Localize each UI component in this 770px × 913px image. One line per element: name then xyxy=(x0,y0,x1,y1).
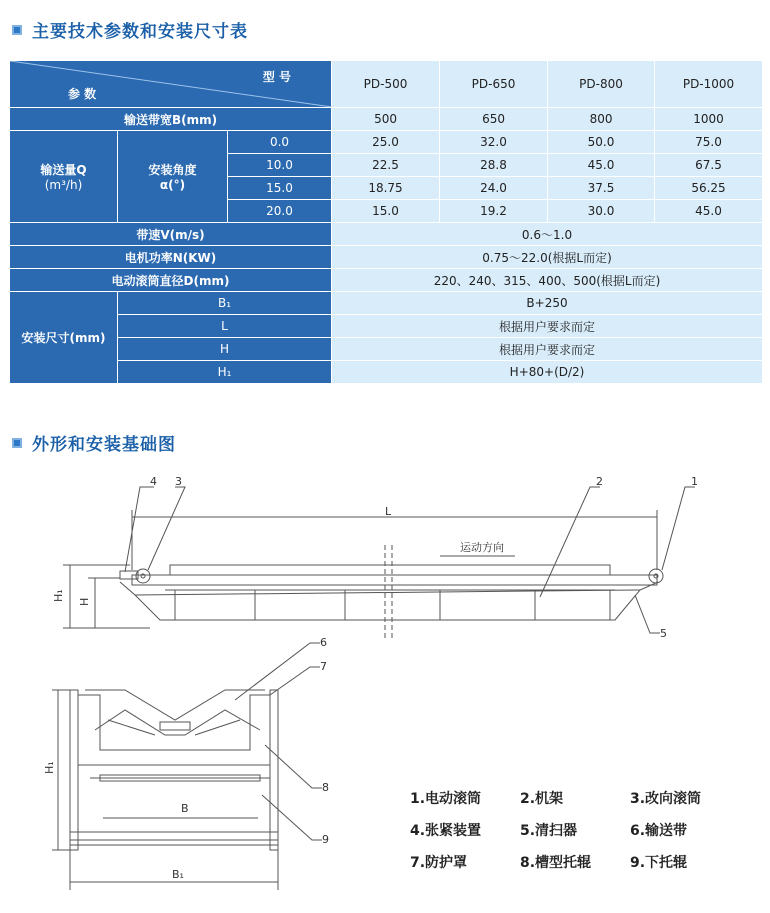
capacity-cell: 32.0 xyxy=(440,131,548,154)
callout-3: 3 xyxy=(175,475,182,488)
install-name-3: H₁ xyxy=(118,361,332,384)
side-view xyxy=(63,487,695,640)
capacity-cell: 30.0 xyxy=(548,200,655,223)
callout-8: 8 xyxy=(322,781,329,794)
capacity-cell: 37.5 xyxy=(548,177,655,200)
power-value: 0.75～22.0(根据L而定) xyxy=(332,246,763,269)
capacity-cell: 18.75 xyxy=(332,177,440,200)
install-name-1: L xyxy=(118,315,332,338)
install-name-0: B₁ xyxy=(118,292,332,315)
legend-item: 6.输送带 xyxy=(630,823,688,839)
install-value-2: 根据用户要求而定 xyxy=(332,338,763,361)
capacity-label-text: 输送量Q xyxy=(40,163,87,177)
model-3: PD-1000 xyxy=(655,61,763,108)
legend-item: 1.电动滚筒 xyxy=(410,791,482,807)
angle-symbol: α(°) xyxy=(159,178,186,192)
drive-pulley xyxy=(649,569,663,583)
drum-value: 220、240、315、400、500(根据L而定) xyxy=(332,269,763,292)
dim-B-label: B xyxy=(181,802,189,815)
speed-label: 带速V(m/s) xyxy=(10,223,332,246)
capacity-cell: 45.0 xyxy=(548,154,655,177)
belt-width-label: 输送带宽B(mm) xyxy=(10,108,332,131)
speed-value: 0.6～1.0 xyxy=(332,223,763,246)
capacity-cell: 25.0 xyxy=(332,131,440,154)
callout-4: 4 xyxy=(150,475,157,488)
install-value-3: H+80+(D/2) xyxy=(332,361,763,384)
capacity-cell: 50.0 xyxy=(548,131,655,154)
header-param: 参 数 xyxy=(68,87,97,101)
model-2: PD-800 xyxy=(548,61,655,108)
angle-3: 20.0 xyxy=(228,200,332,223)
callout-2: 2 xyxy=(596,475,603,488)
power-label: 电机功率N(KW) xyxy=(10,246,332,269)
install-value-0: B+250 xyxy=(332,292,763,315)
capacity-cell: 15.0 xyxy=(332,200,440,223)
legend-item: 7.防护罩 xyxy=(410,855,468,871)
capacity-cell: 45.0 xyxy=(655,200,763,223)
dim-H1-label: H₁ xyxy=(52,589,65,602)
legend-item: 4.张紧装置 xyxy=(410,823,482,839)
capacity-cell: 22.5 xyxy=(332,154,440,177)
capacity-cell: 24.0 xyxy=(440,177,548,200)
callout-1: 1 xyxy=(691,475,698,488)
belt-width-2: 800 xyxy=(548,108,655,131)
section-title-text: 主要技术参数和安装尺寸表 xyxy=(32,22,248,42)
frame-inner-rail xyxy=(135,590,640,595)
angle-1: 10.0 xyxy=(228,154,332,177)
install-value-1: 根据用户要求而定 xyxy=(332,315,763,338)
cross-section xyxy=(52,643,322,890)
header-model: 型 号 xyxy=(262,70,292,84)
section-title-text: 外形和安装基础图 xyxy=(32,435,176,455)
legend-item: 3.改向滚筒 xyxy=(630,791,702,807)
callout-6: 6 xyxy=(320,636,327,649)
install-name-2: H xyxy=(118,338,332,361)
direction-label: 运动方向 xyxy=(460,541,504,554)
parts-legend xyxy=(410,788,740,872)
angle-0: 0.0 xyxy=(228,131,332,154)
capacity-unit: (m³/h) xyxy=(44,178,83,192)
capacity-cell: 19.2 xyxy=(440,200,548,223)
belt-width-1: 650 xyxy=(440,108,548,131)
dim-H-label: H xyxy=(78,597,91,606)
angle-2: 15.0 xyxy=(228,177,332,200)
callout-5: 5 xyxy=(660,627,667,640)
install-label: 安装尺寸(mm) xyxy=(10,292,118,384)
dim-H1-cross-label: H₁ xyxy=(43,761,56,774)
drum-label: 电动滚筒直径D(mm) xyxy=(10,269,332,292)
capacity-cell: 75.0 xyxy=(655,131,763,154)
capacity-cell: 67.5 xyxy=(655,154,763,177)
capacity-cell: 28.8 xyxy=(440,154,548,177)
dim-L-label: L xyxy=(385,505,392,518)
dim-B1-label: B₁ xyxy=(172,868,184,881)
belt-width-3: 1000 xyxy=(655,108,763,131)
frame-top-rail xyxy=(132,575,657,585)
capacity-cell: 56.25 xyxy=(655,177,763,200)
belt-width-0: 500 xyxy=(332,108,440,131)
legend-item: 9.下托辊 xyxy=(630,855,688,871)
callout-7: 7 xyxy=(320,660,327,673)
angle-label-text: 安装角度 xyxy=(148,163,197,177)
legend-item: 5.清扫器 xyxy=(520,823,578,839)
model-0: PD-500 xyxy=(332,61,440,108)
model-1: PD-650 xyxy=(440,61,548,108)
legend-item: 2.机架 xyxy=(520,791,564,807)
legend-item: 8.槽型托辊 xyxy=(520,855,592,871)
frame-body xyxy=(120,582,658,620)
callout-9: 9 xyxy=(322,833,329,846)
